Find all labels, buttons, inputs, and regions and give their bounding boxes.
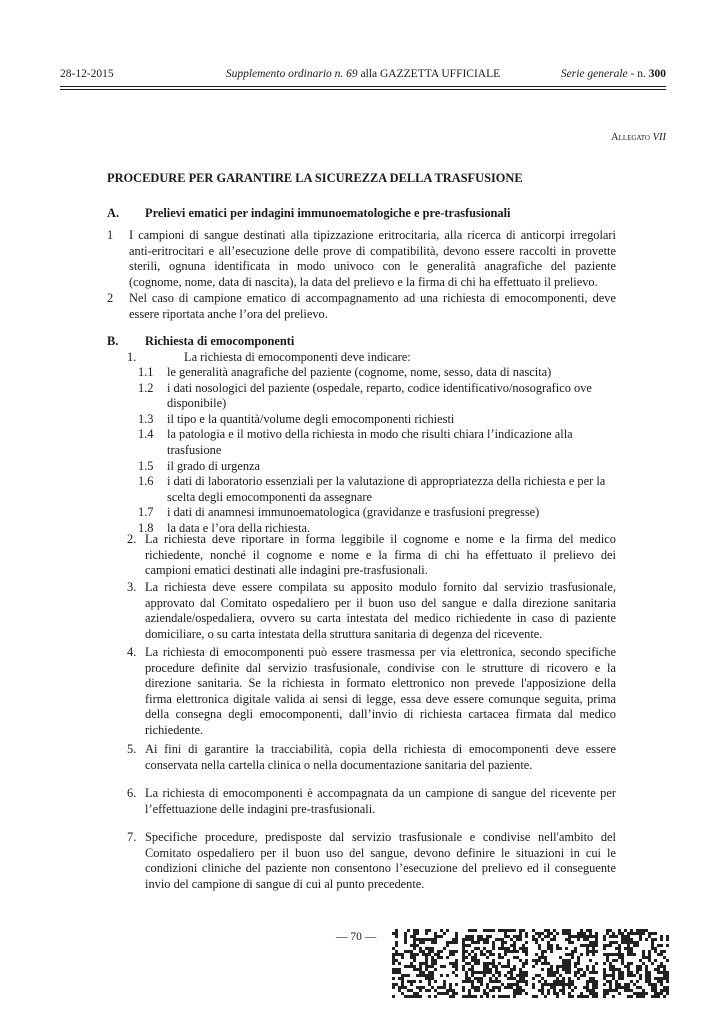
list-item-number: 4. [127,645,137,659]
list-item-number: 3. [127,580,137,594]
gazette-header [60,68,666,84]
subitem-line: la patologia e il motivo della richiesta in modo che risulti chiara l’indicazione alla [167,427,573,442]
list-item-line: della consegna degli emocomponenti, dall’invio di richiesta cartacea firmata dal medico [145,707,616,722]
section-a-heading: Prelievi ematici per indagini immunoematologiche e pre-trasfusionali [145,206,511,220]
header-supplement: Supplemento ordinario n. 69 [225,68,358,80]
subitem-number: 1.7 [138,505,154,520]
header-rule-thin [60,89,666,90]
subitem-number: 1.4 [138,427,154,442]
section-b-heading: Richiesta di emocomponenti [145,334,295,348]
list-item-line: campioni ematici destinati alle indagini pre-trasfusionali. [145,563,428,578]
header-rule [60,86,666,87]
list-item-line: invio del campione di sangue di cui al punto precedente. [145,876,425,891]
item-1-text: La richiesta di emocomponenti deve indicare: [184,350,411,364]
subitem-line: le generalità anagrafiche del paziente (cognome, nome, sesso, data di nascita) [167,365,552,379]
subitem-line: la data e l’ora della richiesta. [167,521,311,535]
barcode-block [392,929,458,998]
list-item-line: firma elettronica digitale valida ai sensi di legge, essa deve essere comunque seguita, prima [145,691,616,706]
list-item-number: 7. [127,830,137,844]
barcode-block [603,929,669,998]
barcode-block [462,929,528,998]
list-item-line: anti-eritrocitari e all’esecuzione delle prove di compatibilità, devono essere raccolti in provette [129,243,616,258]
list-item-line: domiciliare, o su carta intestata della struttura sanitaria di degenza del ricevente. [145,626,543,641]
annex-word: Allegato [611,132,650,143]
list-item-line: La richiesta deve essere compilata su apposito modulo fornito dal servizio trasfusionale, [145,580,616,594]
list-item-number: 5. [127,742,137,756]
list-item-line: essere riportata anche l’ora del prelievo. [129,306,328,321]
page-number: — 70 — [336,931,377,943]
subitem-number: 1.3 [138,411,154,426]
list-item-line: approvato dal Comitato ospedaliero per il buon uso del sangue e dalla direzione sanitaria [145,595,616,610]
list-item-number: 1 [107,228,114,242]
list-item-line: (cognome, nome, data di nascita), la data del prelievo e la firma di chi ha effettuato il prelievo. [129,274,598,289]
subitem-line: il tipo e la quantità/volume degli emocomponenti richiesti [167,411,455,426]
list-item-line: richiedente, nonché il cognome e nome e la firma di chi ha effettuato il prelievo dei [145,547,616,562]
subitem-line: i dati di anamnesi immunoematologica (gravidanze e trasfusioni pregresse) [167,505,540,520]
annex-label [611,132,666,143]
header-series-number: 300 [648,68,666,80]
header-series-label: Serie generale [560,68,628,80]
section-b-letter: B. [107,334,119,348]
list-item-line: sterili, ognuna identificata in modo univoco con le generalità anagrafiche del paziente [129,259,616,274]
section-a-letter: A. [107,206,120,220]
list-item-line: Comitato ospedaliero per il buon uso del sangue, devono definire le situazioni in cui le [145,845,616,860]
annex-number: VII [652,132,666,143]
list-item-number: 6. [127,786,137,800]
header-series [561,68,666,80]
header-gazette: alla GAZZETTA UFFICIALE [357,68,501,80]
subitem-line: i dati nosologici del paziente (ospedale, reparto, codice identificativo/nosografico ove [167,380,592,395]
list-item-line: direzione sanitaria. Se la richiesta in formato elettronico non prevede l'apposizione della [145,676,616,691]
list-item-line: La richiesta di emocomponenti può essere trasmessa per via elettronica, secondo specifiche [145,645,616,659]
list-item-line: conservata nella cartella clinica o nella documentazione sanitaria del paziente. [145,757,533,772]
document-title: PROCEDURE PER GARANTIRE LA SICUREZZA DELLA TRASFUSIONE [107,171,523,185]
list-item-line: procedure definite dal servizio trasfusionale, condivise con le strutture di ricovero e la [145,660,616,675]
subitem-number: 1.5 [138,458,154,473]
item-1-number: 1. [127,350,137,364]
subitem-number: 1.6 [138,474,154,489]
subitem-number: 1.2 [138,380,154,395]
list-item-line: aziendale/ospedaliera, ovvero su carta intestata del medico richiedente in caso di paziente [145,611,616,626]
list-item-line: I campioni di sangue destinati alla tipizzazione eritrocitaria, alla ricerca di anticorpi irregolari [129,228,616,242]
subitem-line: disponibile) [167,396,227,411]
subitem-number: 1.8 [138,521,154,535]
list-item-line: condizioni cliniche del paziente non consentono l’esecuzione del prelievo ed il conseguente [145,861,616,876]
subitem-number: 1.1 [138,365,154,379]
subitem-line: trasfusione [167,443,222,457]
list-item-line: La richiesta deve riportare in forma leggibile il cognome e nome e la firma del medico [145,532,616,546]
list-item-line: l’effettuazione delle indagini pre-trasfusionali. [145,801,376,816]
subitem-line: scelta degli emocomponenti da assegnare [167,489,373,504]
subitem-line: i dati di laboratorio essenziali per la valutazione di appropriatezza della richiesta e per la [167,474,606,489]
header-date: 28-12-2015 [60,68,114,80]
list-item-line: La richiesta di emocomponenti è accompagnata da un campione di sangue del ricevente per [145,786,616,800]
list-item-line: Ai fini di garantire la tracciabilità, copia della richiesta di emocomponenti deve essere [145,742,616,756]
list-item-line: Specifiche procedure, predisposte dal servizio trasfusionale e condivise nell'ambito del [145,830,616,844]
barcode-block [532,929,598,998]
list-item-line: Nel caso di campione ematico di accompagnamento ad una richiesta di emocomponenti, deve [129,291,616,305]
header-series-sep: - n. [627,68,649,80]
list-item-number: 2. [127,532,137,546]
subitem-line: il grado di urgenza [167,458,261,473]
list-item-number: 2 [107,291,114,305]
list-item-line: richiedente. [145,723,204,737]
